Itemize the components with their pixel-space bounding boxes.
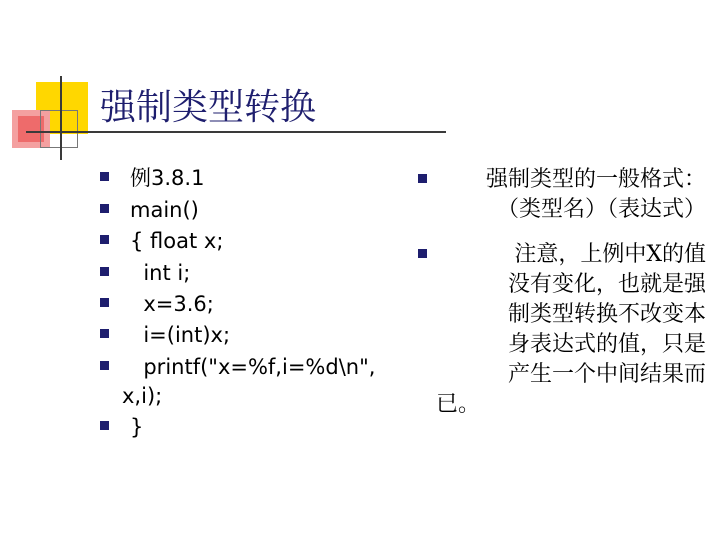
- note-line: 产生一个中间结果而: [507, 362, 706, 387]
- square-bullet-icon: [100, 172, 109, 181]
- square-bullet-icon: [100, 361, 109, 370]
- note-line: 已。: [436, 392, 481, 417]
- note-line: 注意，上例中X的值: [514, 242, 706, 267]
- code-line: 例3.8.1: [130, 166, 205, 190]
- square-bullet-icon: [100, 235, 109, 244]
- square-bullet-icon: [100, 298, 109, 307]
- code-line: i=(int)x;: [130, 323, 231, 347]
- square-bullet-icon: [418, 249, 427, 258]
- code-line: int i;: [130, 261, 191, 285]
- square-bullet-icon: [100, 329, 109, 338]
- note-line: 身表达式的值，只是: [507, 332, 706, 357]
- square-bullet-icon: [418, 174, 427, 183]
- note-line: 制类型转换不改变本: [507, 302, 706, 327]
- attention-note: [418, 240, 708, 420]
- code-line: x=3.6;: [130, 292, 214, 316]
- format-note: [418, 165, 708, 225]
- note-line: （类型名）（表达式）: [496, 197, 706, 222]
- code-line: { float x;: [130, 229, 224, 253]
- square-bullet-icon: [100, 267, 109, 276]
- code-line: x,i);: [122, 384, 163, 408]
- note-line: 强制类型的一般格式：: [485, 167, 706, 192]
- slide-title: 强制类型转换: [100, 87, 317, 128]
- square-bullet-icon: [100, 421, 109, 430]
- code-line: }: [130, 415, 144, 439]
- square-bullet-icon: [100, 204, 109, 213]
- code-line: main(): [130, 198, 199, 222]
- note-line: 没有变化，也就是强: [507, 272, 706, 297]
- code-line: printf("x=%f,i=%d\n",: [130, 355, 376, 379]
